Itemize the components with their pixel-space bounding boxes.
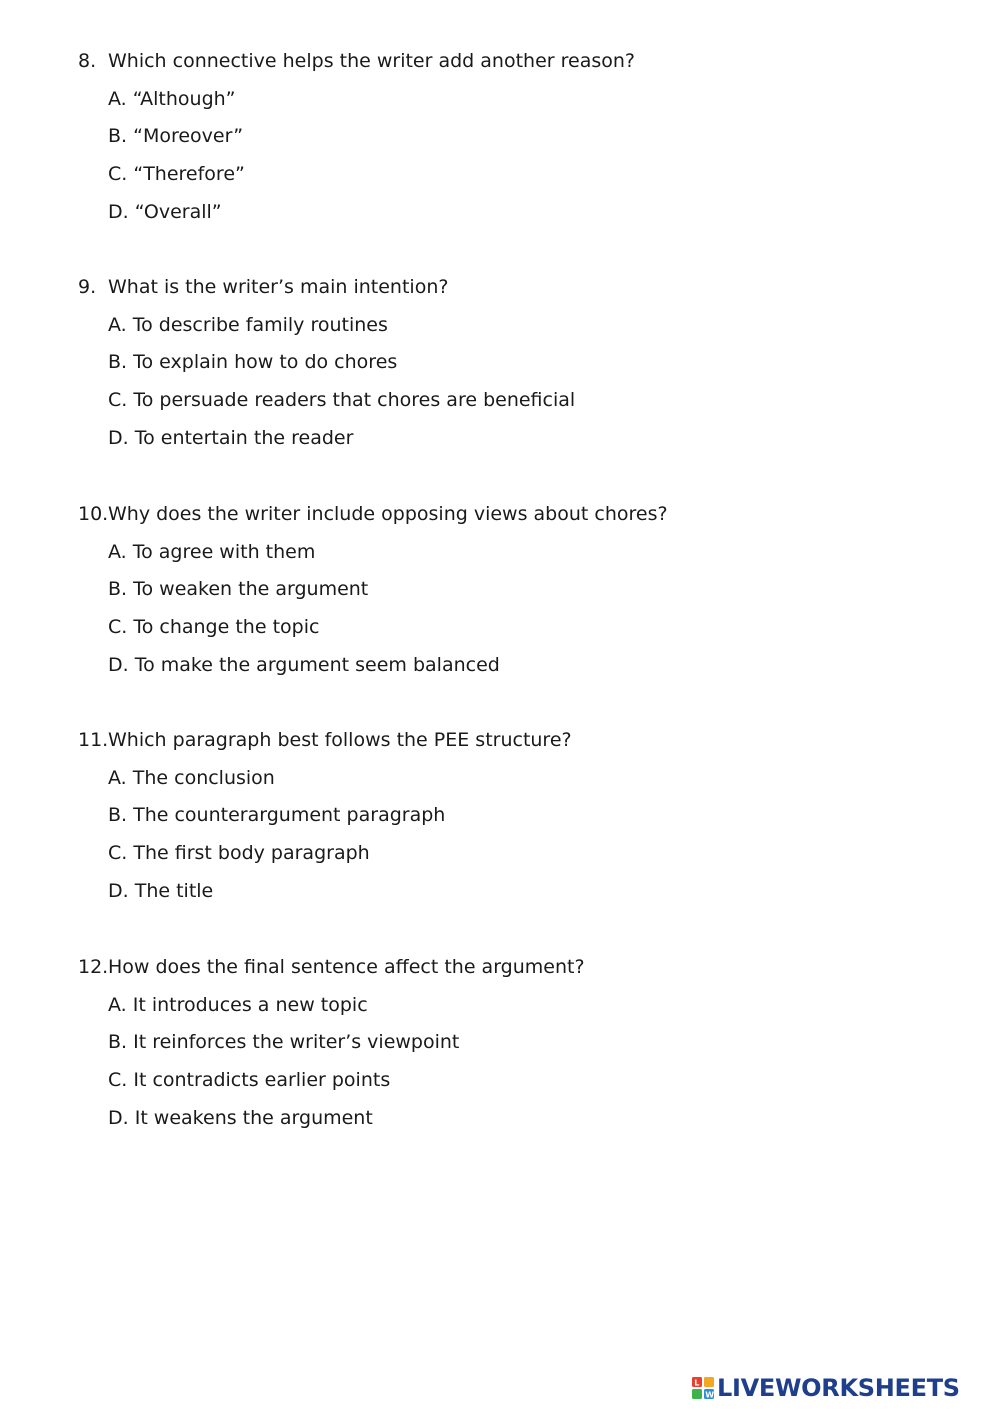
option-c: C. The first body paragraph <box>108 842 370 864</box>
option-c: C. To persuade readers that chores are beneficial <box>108 389 576 411</box>
option-c: C. “Therefore” <box>108 163 245 185</box>
question-number: 8. <box>78 50 97 72</box>
option-b: B. “Moreover” <box>108 125 244 147</box>
question-number: 12. <box>78 956 109 978</box>
option-a: A. “Although” <box>108 88 236 110</box>
question-number: 11. <box>78 729 109 751</box>
liveworksheets-logo <box>692 1373 960 1403</box>
option-d: D. To entertain the reader <box>108 427 354 449</box>
option-a: A. To agree with them <box>108 541 316 563</box>
question-text: How does the final sentence affect the argument? <box>108 956 585 978</box>
question-number: 10. <box>78 503 109 525</box>
option-c: C. It contradicts earlier points <box>108 1069 391 1091</box>
option-c: C. To change the topic <box>108 616 320 638</box>
question-text: Which connective helps the writer add another reason? <box>108 50 635 72</box>
question-text: Which paragraph best follows the PEE structure? <box>108 729 572 751</box>
option-d: D. The title <box>108 880 214 902</box>
option-d: D. “Overall” <box>108 201 222 223</box>
logo-text: LIVEWORKSHEETS <box>717 1374 960 1402</box>
option-b: B. It reinforces the writer’s viewpoint <box>108 1031 460 1053</box>
option-d: D. It weakens the argument <box>108 1107 373 1129</box>
option-a: A. It introduces a new topic <box>108 994 368 1016</box>
liveworksheets-logo-icon <box>692 1377 714 1399</box>
option-b: B. To explain how to do chores <box>108 351 398 373</box>
svg-text:L: L <box>694 1378 700 1388</box>
question-text: What is the writer’s main intention? <box>108 276 449 298</box>
option-d: D. To make the argument seem balanced <box>108 654 500 676</box>
svg-text:W: W <box>705 1390 714 1399</box>
option-b: B. To weaken the argument <box>108 578 369 600</box>
option-a: A. To describe family routines <box>108 314 388 336</box>
question-text: Why does the writer include opposing views about chores? <box>108 503 668 525</box>
option-b: B. The counterargument paragraph <box>108 804 446 826</box>
question-number: 9. <box>78 276 97 298</box>
option-a: A. The conclusion <box>108 767 275 789</box>
